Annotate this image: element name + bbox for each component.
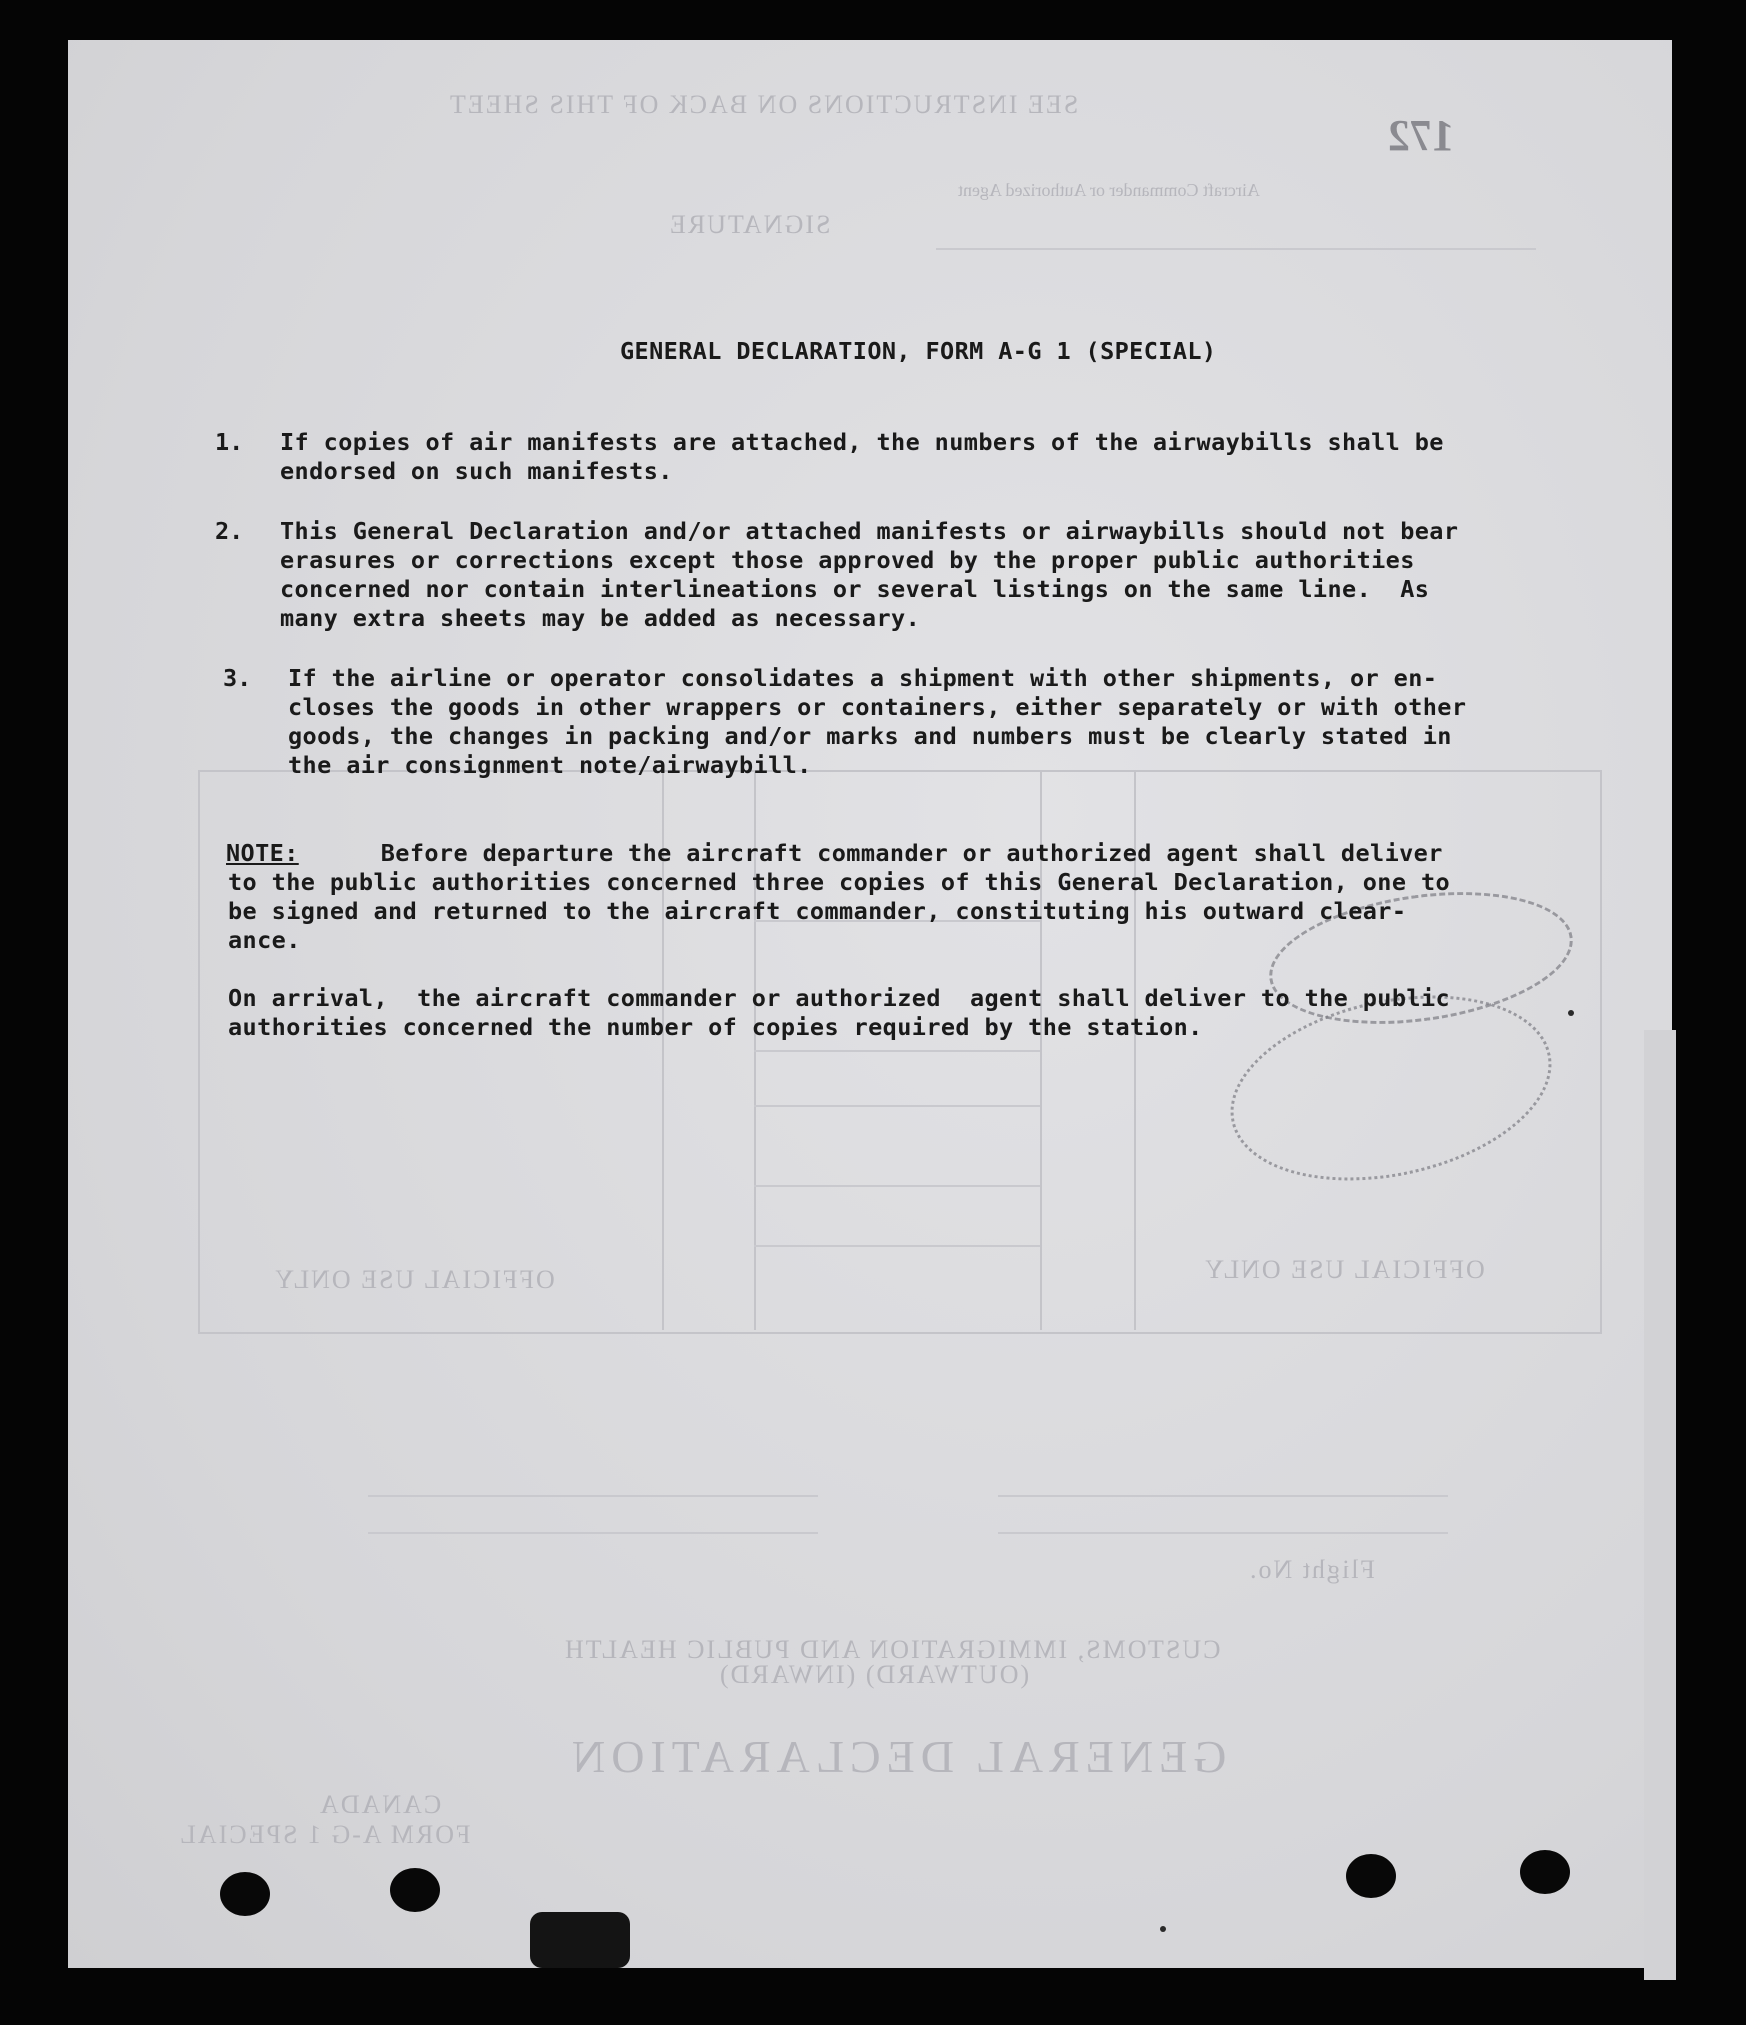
ghost-table-row-line — [754, 1245, 1040, 1247]
ghost-field-line — [368, 1495, 818, 1497]
note-line: to the public authorities concerned three copies of this General Declaration, one to — [228, 868, 1451, 896]
item-number: 1. — [215, 428, 244, 456]
punch-hole — [220, 1872, 270, 1916]
ghost-form-label: FORM A-G 1 SPECIAL — [178, 1820, 471, 1849]
ghost-signature-label: SIGNATURE — [668, 210, 831, 239]
ink-speck — [1568, 1010, 1574, 1016]
ghost-official-use-left: OFFICIAL USE ONLY — [273, 1265, 555, 1294]
arrival-line: On arrival, the aircraft commander or authorized agent shall deliver to the public — [228, 984, 1451, 1012]
arrival-line: authorities concerned the number of copies required by the station. — [228, 1013, 1203, 1041]
ghost-field-line — [998, 1495, 1448, 1497]
ghost-flight-no: Flight No. — [1248, 1555, 1375, 1584]
item-3-line: closes the goods in other wrappers or containers, either separately or with other — [288, 693, 1467, 721]
item-number: 2. — [215, 517, 244, 545]
ghost-field-line — [368, 1532, 818, 1534]
item-number: 3. — [223, 664, 252, 692]
item-2-line: concerned nor contain interlineations or several listings on the same line. As — [280, 575, 1430, 603]
punch-hole — [1520, 1850, 1570, 1894]
item-2-line: This General Declaration and/or attached manifests or airwaybills should not bear — [280, 517, 1459, 545]
ghost-customs: CUSTOMS, IMMIGRATION AND PUBLIC HEALTH — [563, 1635, 1221, 1664]
page-title: GENERAL DECLARATION, FORM A-G 1 (SPECIAL) — [620, 337, 1217, 365]
item-2-line: many extra sheets may be added as necessary. — [280, 604, 921, 632]
ghost-canada: CANADA — [318, 1790, 442, 1819]
ghost-heading: GENERAL DECLARATION — [566, 1731, 1227, 1782]
item-3-line: goods, the changes in packing and/or marks and numbers must be clearly stated in — [288, 722, 1452, 750]
punch-hole — [390, 1868, 440, 1912]
ghost-agent-label: Aircraft Commander or Authorized Agent — [958, 180, 1260, 200]
ghost-official-use-right: OFFICIAL USE ONLY — [1203, 1255, 1485, 1284]
item-1-line: endorsed on such manifests. — [280, 457, 673, 485]
document-sheet — [68, 40, 1672, 1968]
ghost-table-row-line — [754, 1185, 1040, 1187]
note-label: NOTE: — [226, 839, 299, 867]
ghost-table-row-line — [754, 1050, 1040, 1052]
note-line: ance. — [228, 926, 301, 954]
ink-smudge — [530, 1912, 630, 1968]
ghost-subheading: (OUTWARD) (INWARD) — [718, 1660, 1030, 1689]
item-1-line: If copies of air manifests are attached, the numbers of the airwaybills shall be — [280, 428, 1444, 456]
ghost-page-number: 172 — [1388, 111, 1454, 160]
punch-hole — [1346, 1854, 1396, 1898]
ghost-header: SEE INSTRUCTIONS ON BACK OF THIS SHEET — [448, 90, 1079, 119]
ink-speck — [1160, 1926, 1166, 1932]
ghost-signature-line — [936, 248, 1536, 250]
sheet-edge-notch — [1644, 1030, 1676, 1980]
ghost-table-row-line — [754, 1105, 1040, 1107]
note-line: be signed and returned to the aircraft commander, constituting his outward clear- — [228, 897, 1407, 925]
item-3-line: the air consignment note/airwaybill. — [288, 751, 812, 779]
note-line: Before departure the aircraft commander or authorized agent shall deliver — [308, 839, 1443, 867]
ghost-field-line — [998, 1532, 1448, 1534]
item-2-line: erasures or corrections except those approved by the proper public authorities — [280, 546, 1415, 574]
item-3-line: If the airline or operator consolidates a shipment with other shipments, or en- — [288, 664, 1438, 692]
